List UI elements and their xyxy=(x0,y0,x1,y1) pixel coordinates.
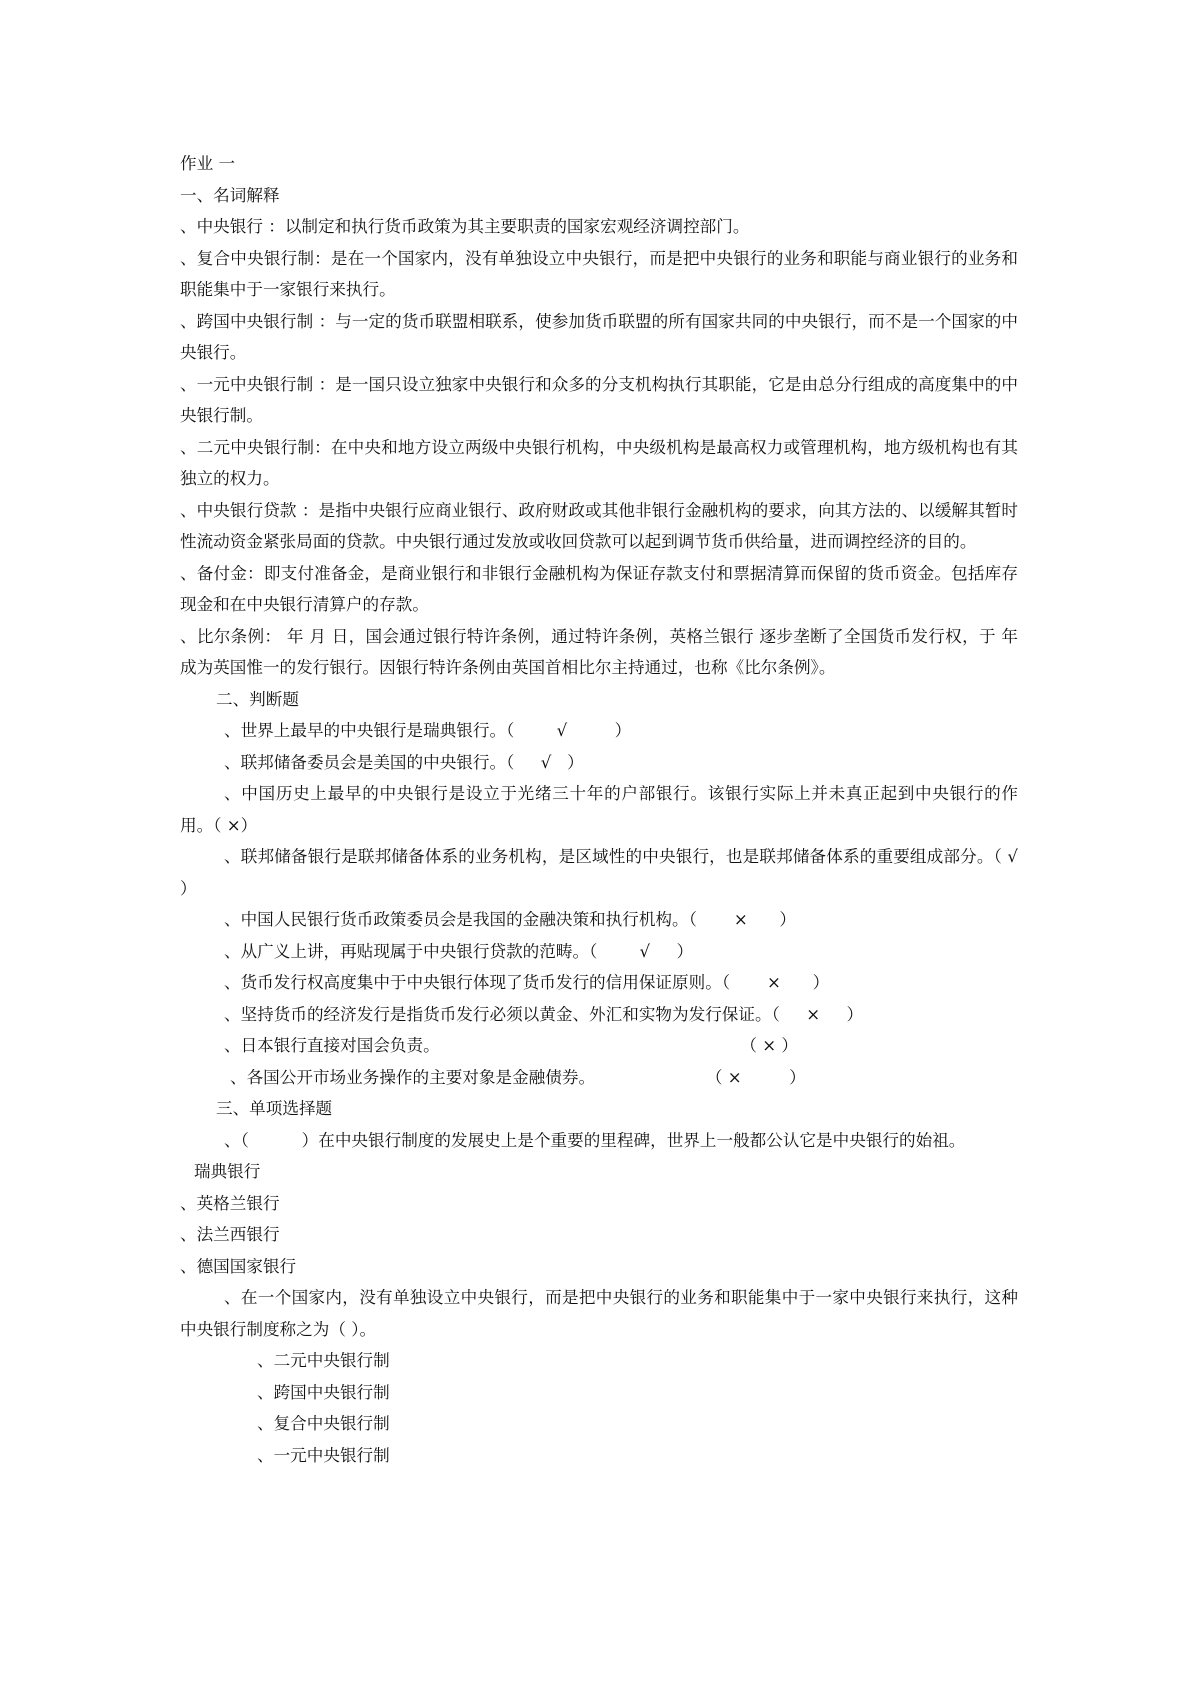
term-item: 、中央银行贷款 ：是指中央银行应商业银行、政府财政或其他非银行金融机构的要求，向其方法的、以缓解其暂时性流动资金紧张局面的贷款。中央银行通过发放或收回贷款可以起到调节货币供给量，进而调控经济的目的。 xyxy=(180,500,1018,551)
choice-question-stem: 、（ ）在中央银行制度的发展史上是个重要的里程碑，世界上一般都公认它是中央银行的始祖。 xyxy=(224,1130,966,1150)
choice-option: 瑞典银行 xyxy=(194,1162,261,1181)
term-item: 、复合中央银行制：是在一个国家内，没有单独设立中央银行，而是把中央银行的业务和职能与商业银行的业务和职能集中于一家银行来执行。 xyxy=(180,248,1018,299)
choice-option: 、二元中央银行制 xyxy=(257,1351,390,1370)
term-item: 、中央银行 ：以制定和执行货币政策为其主要职责的国家宏观经济调控部门。 xyxy=(180,217,750,236)
choice-option: 、法兰西银行 xyxy=(180,1225,280,1244)
term-item: 、备付金：即支付准备金，是商业银行和非银行金融机构为保证存款支付和票据清算而保留的货币资金。包括库存现金和在中央银行清算户的存款。 xyxy=(180,563,1018,614)
term-item: 、跨国中央银行制 ：与一定的货币联盟相联系，使参加货币联盟的所有国家共同的中央银行，而不是一个国家的中央银行。 xyxy=(180,311,1018,362)
judgement-item: 、联邦储备银行是联邦储备体系的业务机构，是区域性的中央银行，也是联邦储备体系的重要组成部分。（ √ ） xyxy=(180,847,1018,898)
judgement-item: 、从广义上讲，再贴现属于中央银行贷款的范畴。（ √ ） xyxy=(224,941,694,961)
choice-option: 、复合中央银行制 xyxy=(257,1414,390,1433)
document-body xyxy=(180,148,1018,1471)
term-item: 、比尔条例： 年 月 日，国会通过银行特许条例，通过特许条例，英格兰银行 逐步垄断了全国货币发行权，于 年成为英国惟一的发行银行。因银行特许条例由英国首相比尔主持通过，也称《比尔条例》。 xyxy=(180,626,1018,677)
term-item: 、一元中央银行制 ：是一国只设立独家中央银行和众多的分支机构执行其职能，它是由总分行组成的高度集中的中央银行制。 xyxy=(180,374,1018,425)
judgement-item: 、联邦储备委员会是美国的中央银行。（ √ ） xyxy=(224,752,584,772)
term-item: 、二元中央银行制：在中央和地方设立两级中央银行机构，中央级机构是最高权力或管理机构，地方级机构也有其独立的权力。 xyxy=(180,437,1018,488)
choice-option: 、一元中央银行制 xyxy=(257,1445,390,1465)
choice-option: 、英格兰银行 xyxy=(180,1193,280,1213)
section-heading-choice: 三、单项选择题 xyxy=(216,1099,333,1118)
section-heading-terms: 一、名词解释 xyxy=(180,185,280,205)
choice-question-stem: 、在一个国家内，没有单独设立中央银行，而是把中央银行的业务和职能集中于一家中央银行来执行，这种中央银行制度称之为（ ）。 xyxy=(180,1288,1018,1339)
choice-option: 、德国国家银行 xyxy=(180,1256,297,1276)
section-heading-judgement: 二、判断题 xyxy=(216,689,299,709)
judgement-item: 、世界上最早的中央银行是瑞典银行。（ √ ） xyxy=(224,721,632,740)
judgement-item: 、中国历史上最早的中央银行是设立于光绪三十年的户部银行。该银行实际上并未真正起到中央银行的作用。（ ×） xyxy=(180,784,1018,835)
judgement-item: 、坚持货币的经济发行是指货币发行必须以黄金、外汇和实物为发行保证。（ × ） xyxy=(224,1004,864,1024)
judgement-item: 、日本银行直接对国会负责。 （ × ） xyxy=(224,1036,799,1055)
judgement-item: 、中国人民银行货币政策委员会是我国的金融决策和执行机构。（ × ） xyxy=(224,910,796,929)
judgement-item: 、各国公开市场业务操作的主要对象是金融债券。 （ × ） xyxy=(230,1067,806,1087)
choice-option: 、跨国中央银行制 xyxy=(257,1382,390,1402)
judgement-item: 、货币发行权高度集中于中央银行体现了货币发行的信用保证原则。（ × ） xyxy=(224,973,830,992)
doc-title: 作业 一 xyxy=(180,154,236,173)
